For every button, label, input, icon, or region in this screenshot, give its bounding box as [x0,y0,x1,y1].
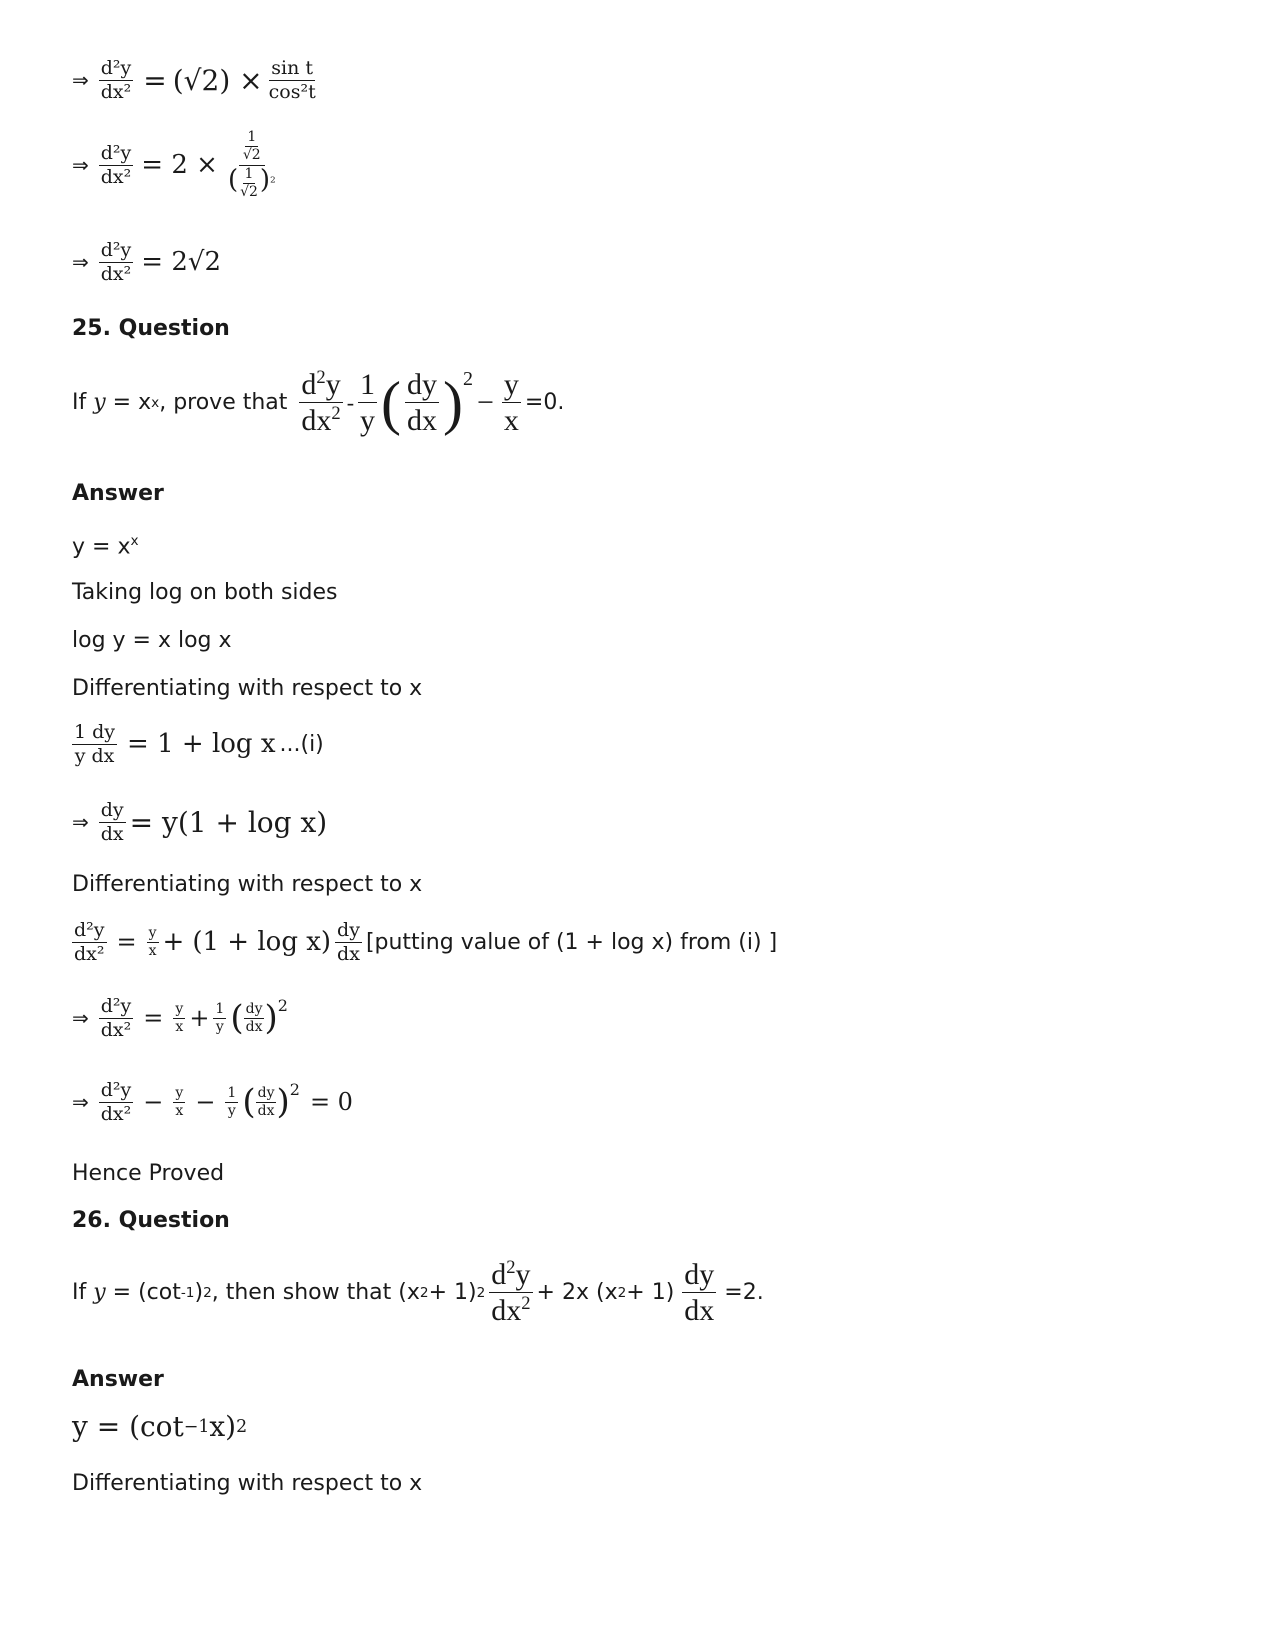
question-statement: If y = (cot -1 ) 2 , then show that (x 2 + 1) 2 $\frac{d^2y}{dx^2}$ + 2x (x 2 + 1) $\frac{dy}{dx}$ =2. [72,1257,764,1327]
equation-step: ⇒ $\frac{\text{d²y}}{\text{dx²}}$ = (√2) × $\frac{\text{sin t}}{\text{cos²t}}$ [72,57,316,103]
equation-step: ⇒ $\frac{\text{d²y}}{\text{dx²}}$ = $\frac{y}{x}$ + $\frac{1}{y}$ ( $\frac{dy}{dx}$ ) 2 [72,995,288,1041]
equation-step: ⇒ $\frac{dy}{dx}$ = y(1 + log x) [72,799,328,845]
fraction: $\frac{dy}{dx}$ [684,1258,715,1327]
solution-line: Differentiating with respect to x [72,676,423,701]
fraction: $\frac{\text{d²y}}{\text{dx²}}$ [100,57,132,103]
implies-symbol: ⇒ [72,68,89,93]
solution-line: log y = x log x [72,628,232,653]
equation-step: $\frac{\text{d²y}}{\text{dx²}}$ = $\frac{y}{x}$ + (1 + log x) $\frac{dy}{dx}$ [putting value of (1 + log x) from (i) ] [74,919,778,965]
equation-step: ⇒ $\frac{\text{d²y}}{\text{dx²}}$ − $\frac{y}{x}$ − $\frac{1}{y}$ ( $\frac{dy}{dx}$ ) 2 = 0 [72,1079,353,1125]
answer-heading: Answer [72,1367,164,1392]
compound-fraction: $\frac{1}{√2}$ ( $\frac{1}{√2}$ )$^2$ [227,129,276,201]
question-statement: If y = x x , prove that $\frac{d^2y}{dx^2}$ - $\frac{1}{y}$ ( $\frac{dy}{dx}$ ) 2 − $\frac{y}{x}$ =0. [72,367,565,437]
solution-line: Differentiating with respect to x [72,872,423,897]
solution-line: Taking log on both sides [72,580,338,605]
equation-step: y = (cot −1 x) 2 [72,1410,248,1443]
solution-line: Differentiating with respect to x [72,1471,423,1496]
question-heading: 26. Question [72,1208,230,1233]
fraction: $\frac{d^2y}{dx^2}$ [491,1257,531,1327]
equation: $\frac{d^2y}{dx^2}$ - $\frac{1}{y}$ ( $\frac{dy}{dx}$ ) 2 − $\frac{y}{x}$ [301,367,519,437]
conclusion-text: Hence Proved [72,1161,225,1186]
equation-step: ⇒ $\frac{\text{d²y}}{\text{dx²}}$ = 2 × $\frac{1}{√2}$ ( $\frac{1}{√2}$ )$^2$ [72,129,276,201]
fraction: $\frac{\text{sin t}}{\text{cos²t}}$ [268,57,316,103]
solution-line: $y = x^x$ [72,533,139,560]
fraction: $\frac{\text{d²y}}{\text{dx²}}$ [100,141,132,188]
fraction: $\frac{\text{d²y}}{\text{dx²}}$ [100,239,132,285]
question-heading: 25. Question [72,316,230,341]
equation-step: ⇒ $\frac{\text{d²y}}{\text{dx²}}$ = 2√2 [72,239,221,285]
answer-heading: Answer [72,481,164,506]
equation-step: $\frac{1 dy}{\text{y dx}}$ = 1 + log x ...(i) [74,721,324,767]
